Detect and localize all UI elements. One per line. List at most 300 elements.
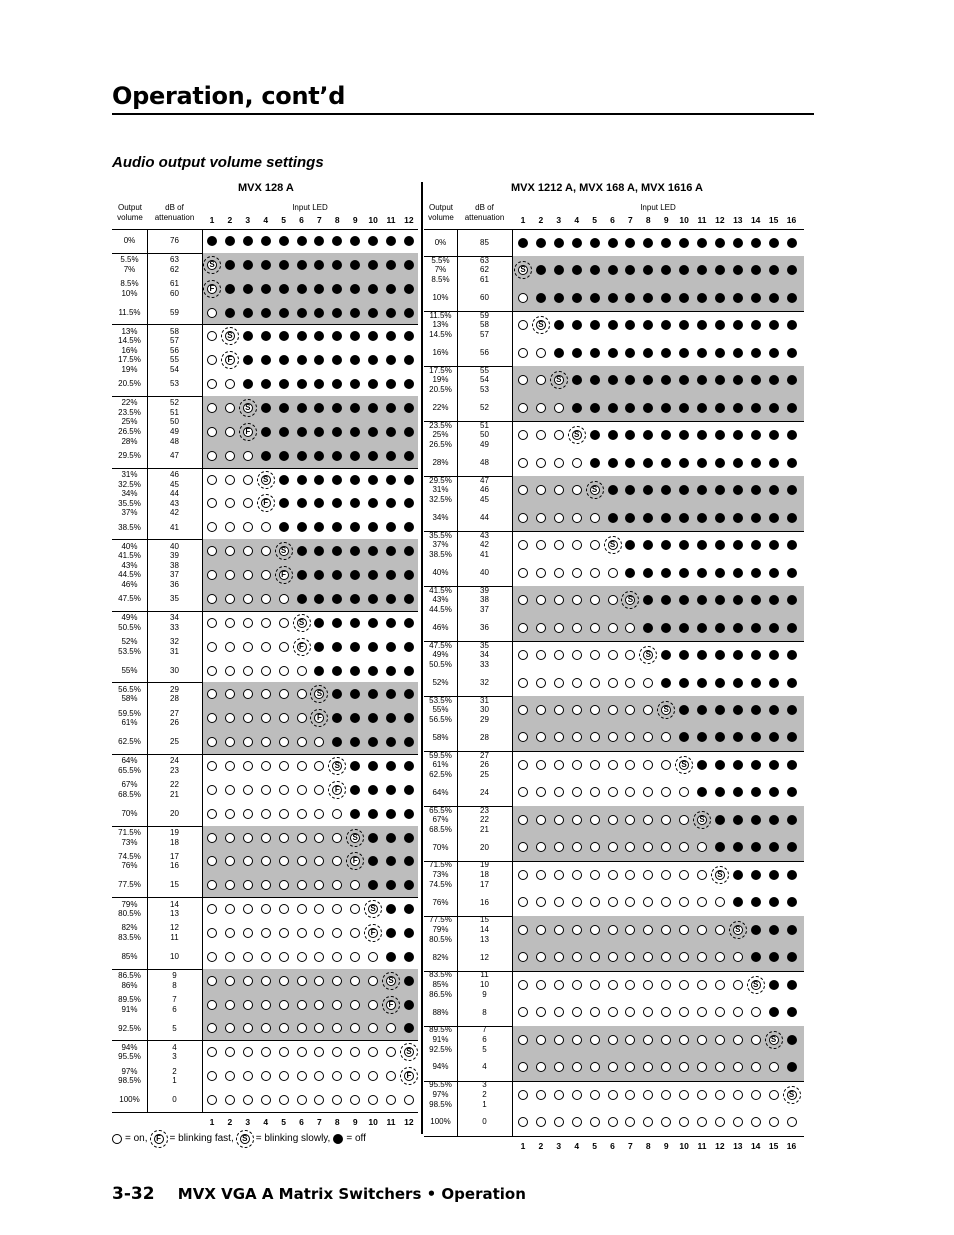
- db-attenuation-value: 49: [480, 439, 489, 449]
- output-volume-cell: [424, 751, 457, 780]
- output-volume-value: 5.5%: [431, 255, 450, 265]
- output-volume-value: 61%: [121, 718, 138, 728]
- led-off-icon: [787, 1007, 797, 1017]
- led-column-number-bottom: 11: [697, 1141, 707, 1151]
- led-off-icon: [769, 238, 779, 248]
- led-on-icon: [608, 980, 618, 990]
- db-attenuation-value: 41: [480, 549, 489, 559]
- db-attenuation-value: 45: [480, 494, 489, 504]
- db-attenuation-value: 42: [480, 540, 489, 550]
- led-off-icon: [769, 925, 779, 935]
- db-attenuation-value: 19: [480, 860, 489, 870]
- led-on-icon: [733, 1090, 743, 1100]
- output-volume-cell: [424, 1008, 457, 1018]
- output-volume-cell: [424, 915, 457, 944]
- led-on-icon: [572, 952, 582, 962]
- led-on-icon: [554, 513, 564, 523]
- led-off-icon: [608, 513, 618, 523]
- db-attenuation-value: 45: [170, 479, 179, 489]
- db-attenuation-value: 63: [170, 255, 179, 265]
- output-volume-value: 34%: [432, 512, 449, 522]
- db-attenuation-value: 22: [170, 780, 179, 790]
- db-attenuation-value: 27: [170, 708, 179, 718]
- led-off-icon: [787, 897, 797, 907]
- led-on-icon: [679, 870, 689, 880]
- led-off-icon: [751, 348, 761, 358]
- led-off-icon: [697, 293, 707, 303]
- db-attenuation-value: 28: [480, 732, 489, 742]
- output-volume-value: 16%: [432, 347, 449, 357]
- db-attenuation-value: 18: [170, 837, 179, 847]
- db-attenuation-value: 24: [170, 756, 179, 766]
- led-on-icon: [572, 540, 582, 550]
- led-on-icon: [590, 1090, 600, 1100]
- led-on-icon: [590, 568, 600, 578]
- output-volume-value: 68.5%: [429, 824, 452, 834]
- led-column-number-bottom: 10: [368, 1117, 378, 1127]
- led-on-icon: [590, 678, 600, 688]
- led-on-icon: [608, 925, 618, 935]
- led-off-icon: [751, 375, 761, 385]
- db-attenuation-value: 26: [170, 718, 179, 728]
- output-volume-cell: [424, 623, 457, 633]
- led-on-icon: [536, 925, 546, 935]
- led-blink-slow-icon: S: [751, 980, 761, 990]
- column-header-input-led: Input LED: [640, 203, 676, 212]
- output-volume-value: 50.5%: [118, 622, 141, 632]
- output-volume-value: 65.5%: [118, 765, 141, 775]
- led-off-icon: [733, 623, 743, 633]
- led-on-icon: [608, 1062, 618, 1072]
- led-on-icon: [697, 870, 707, 880]
- led-on-icon: [554, 403, 564, 413]
- led-on-icon: [608, 595, 618, 605]
- led-column-number-bottom: 8: [645, 1141, 651, 1151]
- db-attenuation-value: 3: [172, 1052, 177, 1062]
- led-off-icon: [608, 485, 618, 495]
- led-column-number-top: 7: [317, 215, 322, 225]
- output-volume-value: 44.5%: [429, 604, 452, 614]
- output-volume-value: 28%: [121, 436, 138, 446]
- output-volume-value: 46%: [121, 579, 138, 589]
- led-off-icon: [536, 293, 546, 303]
- led-off-icon: [787, 403, 797, 413]
- led-off-icon: [625, 458, 635, 468]
- led-off-icon: [625, 568, 635, 578]
- led-column-number-bottom: 3: [556, 1141, 562, 1151]
- led-off-icon: [769, 650, 779, 660]
- led-off-icon: [769, 458, 779, 468]
- led-off-icon: [733, 403, 743, 413]
- db-attenuation-value: 34: [170, 613, 179, 623]
- led-on-icon: [536, 595, 546, 605]
- output-volume-cell: [424, 311, 457, 340]
- led-off-icon: [715, 623, 725, 633]
- output-volume-value: 79%: [121, 899, 138, 909]
- output-volume-cell: [424, 531, 457, 560]
- led-on-icon: [661, 980, 671, 990]
- led-off-icon: [733, 815, 743, 825]
- led-on-icon: [590, 897, 600, 907]
- output-volume-value: 80.5%: [429, 934, 452, 944]
- led-blink-slow-icon: S: [368, 904, 378, 914]
- legend-fast-label: = blinking fast,: [169, 1133, 234, 1144]
- led-on-icon: [572, 513, 582, 523]
- led-blink-slow-icon: S: [661, 705, 671, 715]
- db-attenuation-value: 38: [170, 560, 179, 570]
- output-volume-value: 49%: [432, 650, 449, 660]
- led-off-icon: [697, 403, 707, 413]
- led-column-number-top: 4: [263, 215, 269, 225]
- led-off-icon: [733, 540, 743, 550]
- led-off-icon: [769, 348, 779, 358]
- led-column-number-bottom: 4: [574, 1141, 580, 1151]
- led-off-icon: [787, 320, 797, 330]
- led-off-icon: [679, 403, 689, 413]
- db-attenuation-value: 35: [170, 594, 179, 604]
- led-off-icon: [751, 595, 761, 605]
- output-volume-cell: [424, 860, 457, 889]
- led-off-icon: [751, 540, 761, 550]
- db-attenuation-value: 25: [170, 737, 179, 747]
- output-volume-cell: [424, 733, 457, 743]
- output-volume-value: 85%: [121, 952, 138, 962]
- led-off-icon: [769, 815, 779, 825]
- db-attenuation-value: 4: [172, 1042, 177, 1052]
- output-volume-value: 29.5%: [118, 450, 141, 460]
- led-off-icon: [787, 870, 797, 880]
- db-attenuation-value: 2: [172, 1066, 177, 1076]
- led-blink-slow-icon: S: [643, 650, 653, 660]
- column-rule: [512, 366, 513, 421]
- led-on-icon: [518, 815, 528, 825]
- led-on-icon: [518, 293, 528, 303]
- led-off-icon: [715, 513, 725, 523]
- db-attenuation-cell: [457, 860, 512, 889]
- led-off-icon: [679, 568, 689, 578]
- led-off-icon: [751, 293, 761, 303]
- led-blink-slow-icon: S: [279, 546, 289, 556]
- column-header-db-attenuation: dB of attenuation: [154, 203, 195, 222]
- led-off-icon: [643, 513, 653, 523]
- output-volume-value: 73%: [121, 837, 138, 847]
- led-off-icon: [751, 650, 761, 660]
- led-off-icon: [787, 980, 797, 990]
- led-off-icon: [715, 568, 725, 578]
- led-on-icon: [608, 952, 618, 962]
- led-column-number-top: 11: [386, 215, 396, 225]
- db-attenuation-value: 63: [480, 255, 489, 265]
- led-on-icon: [661, 1090, 671, 1100]
- led-off-icon: [787, 760, 797, 770]
- led-band: [512, 1081, 804, 1136]
- db-attenuation-value: 32: [480, 677, 489, 687]
- db-attenuation-value: 11: [170, 933, 179, 942]
- led-on-icon: [572, 458, 582, 468]
- led-off-icon: [590, 430, 600, 440]
- db-attenuation-value: 36: [480, 622, 489, 632]
- led-off-icon: [751, 870, 761, 880]
- db-attenuation-value: 42: [170, 508, 179, 518]
- led-on-icon: [608, 842, 618, 852]
- led-off-icon: [661, 238, 671, 248]
- column-rule: [512, 421, 513, 476]
- led-off-icon: [554, 293, 564, 303]
- output-volume-value: 13%: [432, 320, 449, 330]
- db-attenuation-value: 33: [170, 622, 179, 632]
- led-off-icon: [697, 705, 707, 715]
- output-volume-value: 41.5%: [118, 551, 141, 561]
- led-column-number-bottom: 1: [520, 1141, 526, 1151]
- led-column-number-bottom: 13: [733, 1141, 743, 1151]
- led-blink-slow-icon: S: [518, 265, 528, 275]
- led-column-number-top: 6: [299, 215, 304, 225]
- led-off-icon: [715, 485, 725, 495]
- output-volume-cell: [424, 256, 457, 285]
- led-on-icon: [554, 430, 564, 440]
- led-column-number-bottom: 6: [610, 1141, 615, 1151]
- db-attenuation-cell: [457, 1062, 512, 1072]
- led-off-icon: [751, 568, 761, 578]
- led-on-icon: [715, 925, 725, 935]
- led-on-icon: [536, 458, 546, 468]
- led-on-icon: [590, 980, 600, 990]
- led-off-icon: [751, 705, 761, 715]
- led-on-icon: [751, 1007, 761, 1017]
- output-volume-value: 77.5%: [429, 915, 452, 925]
- led-band: [512, 751, 804, 806]
- led-off-icon: [733, 458, 743, 468]
- led-off-icon: [769, 678, 779, 688]
- output-volume-value: 71.5%: [118, 827, 141, 837]
- led-off-icon: [787, 293, 797, 303]
- led-blink-slow-icon: S: [787, 1090, 797, 1100]
- output-volume-cell: [424, 1080, 457, 1109]
- db-attenuation-value: 35: [480, 640, 489, 650]
- output-volume-cell: [424, 1025, 457, 1054]
- db-attenuation-value: 43: [170, 498, 179, 508]
- output-volume-value: 38.5%: [429, 549, 452, 559]
- output-volume-value: 31%: [121, 469, 138, 479]
- led-off-icon: [608, 293, 618, 303]
- db-attenuation-value: 14: [170, 899, 179, 909]
- led-off-icon: [590, 320, 600, 330]
- db-attenuation-value: 20: [170, 808, 179, 818]
- led-off-icon: [715, 650, 725, 660]
- led-off-icon: [697, 458, 707, 468]
- led-off-icon: [661, 403, 671, 413]
- led-off-icon: [733, 238, 743, 248]
- led-on-icon: [554, 1117, 564, 1127]
- led-off-icon: [769, 760, 779, 770]
- column-rule: [512, 586, 513, 641]
- led-on-icon: [572, 650, 582, 660]
- output-volume-value: 64%: [121, 756, 138, 766]
- led-off-icon: [715, 293, 725, 303]
- column-rule: [512, 916, 513, 971]
- led-on-icon: [661, 1035, 671, 1045]
- output-volume-value: 79%: [432, 925, 449, 935]
- db-attenuation-cell: [457, 953, 512, 963]
- output-volume-value: 11.5%: [429, 310, 452, 320]
- led-blink-fast-icon: F: [404, 1071, 414, 1081]
- db-attenuation-value: 10: [480, 980, 489, 990]
- led-on-icon: [554, 870, 564, 880]
- output-volume-value: 70%: [121, 808, 138, 818]
- led-column-number-bottom: 12: [715, 1141, 725, 1151]
- db-attenuation-value: 37: [170, 570, 179, 580]
- output-volume-value: 92.5%: [118, 1023, 141, 1033]
- db-attenuation-cell: [457, 366, 512, 395]
- led-on-icon: [536, 760, 546, 770]
- led-legend: [112, 1133, 366, 1144]
- led-on-icon: [715, 980, 725, 990]
- led-band: [512, 861, 804, 916]
- output-volume-value: 100%: [430, 1117, 451, 1127]
- output-volume-value: 56.5%: [429, 714, 452, 724]
- led-on-icon: [536, 485, 546, 495]
- led-off-icon: [661, 348, 671, 358]
- output-volume-value: 91%: [432, 1034, 449, 1044]
- db-attenuation-cell: [457, 696, 512, 725]
- led-on-icon: [590, 623, 600, 633]
- db-attenuation-value: 62: [170, 264, 179, 274]
- output-volume-value: 16%: [121, 345, 138, 355]
- led-blink-fast-icon: F: [279, 570, 289, 580]
- output-volume-value: 94%: [121, 1042, 138, 1052]
- led-on-icon: [608, 1035, 618, 1045]
- led-off-icon: [787, 787, 797, 797]
- led-on-icon: [536, 705, 546, 715]
- db-attenuation-value: 76: [170, 236, 179, 246]
- db-attenuation-value: 1: [482, 1099, 487, 1109]
- output-volume-value: 71.5%: [429, 860, 452, 870]
- led-off-icon: [769, 320, 779, 330]
- db-attenuation-value: 40: [170, 541, 179, 551]
- output-volume-value: 62.5%: [118, 737, 141, 747]
- led-on-icon: [608, 732, 618, 742]
- led-column-number-bottom: 3: [245, 1117, 251, 1127]
- led-off-icon: [697, 513, 707, 523]
- led-off-icon: [697, 760, 707, 770]
- db-attenuation-value: 8: [482, 1007, 487, 1017]
- led-off-icon: [643, 293, 653, 303]
- output-volume-value: 14.5%: [429, 329, 452, 339]
- db-attenuation-cell: [457, 806, 512, 835]
- led-on-icon: [608, 623, 618, 633]
- led-column-number-top: 16: [786, 215, 797, 225]
- db-attenuation-value: 60: [170, 288, 179, 298]
- output-volume-value: 40%: [432, 567, 449, 577]
- led-on-icon: [590, 1035, 600, 1045]
- led-off-icon: [679, 678, 689, 688]
- column-rule: [512, 751, 513, 806]
- led-column-number-top: 3: [556, 215, 562, 225]
- db-attenuation-value: 22: [480, 815, 489, 825]
- led-off-icon: [715, 430, 725, 440]
- led-on-icon: [536, 650, 546, 660]
- output-volume-value: 95.5%: [429, 1080, 452, 1090]
- led-on-icon: [536, 568, 546, 578]
- output-volume-value: 26.5%: [118, 427, 141, 437]
- led-off-icon: [751, 403, 761, 413]
- led-blink-slow-icon: S: [261, 475, 271, 485]
- db-attenuation-value: 20: [480, 842, 489, 852]
- db-attenuation-value: 50: [480, 430, 489, 440]
- db-attenuation-value: 6: [172, 1004, 177, 1014]
- db-attenuation-value: 31: [170, 646, 179, 656]
- led-off-icon: [625, 513, 635, 523]
- led-on-icon: [536, 815, 546, 825]
- db-attenuation-cell: [457, 843, 512, 853]
- db-attenuation-value: 43: [480, 530, 489, 540]
- led-column-number-bottom: 12: [404, 1117, 414, 1127]
- output-volume-cell: [424, 513, 457, 523]
- db-attenuation-value: 56: [480, 347, 489, 357]
- led-on-icon: [518, 568, 528, 578]
- led-off-icon: [751, 265, 761, 275]
- output-volume-value: 23.5%: [429, 420, 452, 430]
- led-off-icon: [661, 513, 671, 523]
- led-off-icon: [769, 293, 779, 303]
- led-off-icon: [733, 705, 743, 715]
- db-attenuation-cell: [457, 421, 512, 450]
- led-on-icon: [572, 623, 582, 633]
- output-volume-value: 88%: [432, 1007, 449, 1017]
- column-rule: [512, 696, 513, 751]
- output-volume-cell: [424, 953, 457, 963]
- led-on-icon: [590, 705, 600, 715]
- output-volume-value: 59.5%: [118, 708, 141, 718]
- output-volume-cell: [424, 898, 457, 908]
- led-column-number-bottom: 8: [334, 1117, 340, 1127]
- output-volume-value: 95.5%: [118, 1052, 141, 1062]
- output-volume-value: 98.5%: [429, 1099, 452, 1109]
- led-blink-fast-icon: F: [297, 642, 307, 652]
- db-attenuation-cell: [457, 531, 512, 560]
- led-off-icon: [787, 238, 797, 248]
- output-volume-value: 67%: [432, 815, 449, 825]
- led-off-icon: [518, 238, 528, 248]
- output-volume-value: 82%: [121, 923, 138, 933]
- led-column-number-top: 10: [368, 215, 378, 225]
- db-attenuation-value: 10: [170, 952, 179, 962]
- db-attenuation-cell: [457, 403, 512, 413]
- led-on-icon: [518, 403, 528, 413]
- led-column-number-top: 9: [352, 215, 358, 225]
- led-blink-slow-icon: S: [715, 870, 725, 880]
- led-on-icon: [554, 925, 564, 935]
- led-on-icon: [608, 787, 618, 797]
- output-volume-value: 10%: [432, 292, 449, 302]
- led-off-icon: [733, 375, 743, 385]
- db-attenuation-value: 61: [480, 275, 489, 284]
- led-off-icon: [715, 678, 725, 688]
- led-off-icon: [572, 348, 582, 358]
- led-off-icon: [679, 293, 689, 303]
- output-volume-value: 62.5%: [429, 769, 452, 779]
- table-title: MVX 128 A: [238, 182, 294, 194]
- table-title: MVX 1212 A, MVX 168 A, MVX 1616 A: [511, 182, 703, 194]
- led-off-icon: [661, 623, 671, 633]
- column-rule: [512, 256, 513, 311]
- output-volume-value: 74.5%: [118, 851, 141, 861]
- output-volume-value: 52%: [432, 677, 449, 687]
- led-off-icon: [769, 705, 779, 715]
- output-volume-value: 25%: [432, 430, 449, 440]
- led-column-number-bottom: 7: [317, 1117, 322, 1127]
- led-off-icon: [787, 348, 797, 358]
